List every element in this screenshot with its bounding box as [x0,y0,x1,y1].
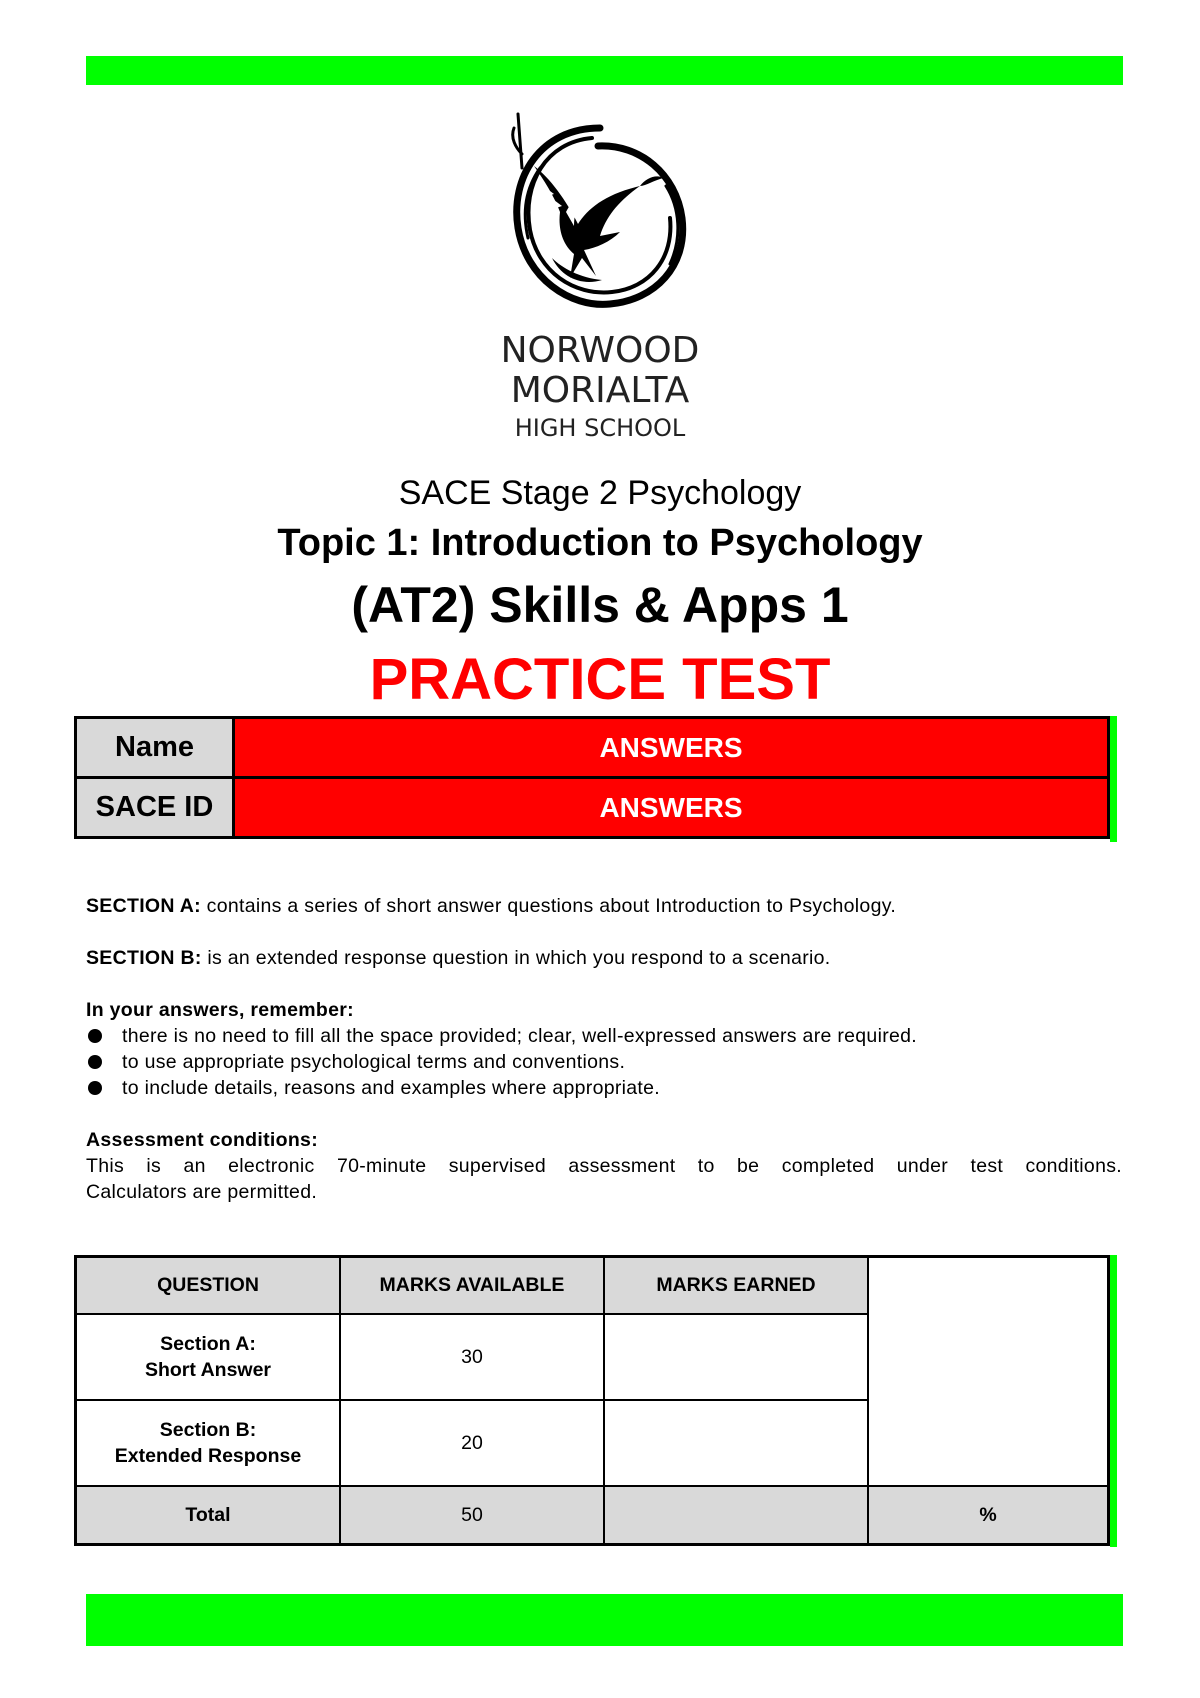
marks-table-green-edge [1110,1255,1117,1547]
sace-id-value[interactable]: ANSWERS [234,778,1109,838]
bottom-green-bar [86,1594,1123,1646]
list-item: to include details, reasons and examples where appropriate. [86,1075,1122,1101]
marks-table [74,1255,1110,1546]
total-available: 50 [340,1486,604,1545]
total-label: Total [76,1486,341,1545]
sace-id-label: SACE ID [76,778,234,838]
bird-emblem-icon [470,108,730,448]
remember-heading: In your answers, remember: [86,999,354,1021]
bullet-icon [88,1081,102,1095]
logo-line-3: HIGH SCHOOL [514,414,686,442]
total-earned[interactable] [604,1486,868,1545]
section-b-description: SECTION B: is an extended response question in which you respond to a scenario. [86,947,831,969]
percent-cell[interactable]: % [868,1486,1109,1545]
list-item: there is no need to fill all the space provided; clear, well-expressed answers are required. [86,1023,1122,1049]
list-item: to use appropriate psychological terms and conventions. [86,1049,1122,1075]
topic-title: Topic 1: Introduction to Psychology [277,522,923,564]
remember-list [86,1023,1122,1101]
course-title: SACE Stage 2 Psychology [398,474,802,512]
conditions-line-2: Calculators are permitted. [86,1181,318,1203]
name-label: Name [76,718,234,778]
name-value[interactable]: ANSWERS [234,718,1109,778]
student-id-table [74,716,1110,839]
row-marks-earned[interactable] [604,1314,868,1400]
top-green-bar [86,56,1123,85]
total-row [76,1486,1109,1545]
bullet-icon [88,1029,102,1043]
header-marks-available: MARKS AVAILABLE [340,1257,604,1315]
section-a-description: SECTION A: contains a series of short answer questions about Introduction to Psychology. [86,895,897,917]
header-marks-earned: MARKS EARNED [604,1257,868,1315]
conditions-line-1: This is an electronic 70-minute supervised assessment to be completed under test conditions. [86,1155,1122,1177]
logo-line-2: MORIALTA [510,370,690,411]
row-marks-available: 30 [340,1314,604,1400]
school-logo [470,108,730,448]
row-marks-earned[interactable] [604,1400,868,1486]
section-b-label: SECTION B: [86,947,202,969]
section-a-label: SECTION A: [86,895,201,917]
logo-line-1: NORWOOD [500,330,700,371]
bullet-icon [88,1055,102,1069]
instructions [86,893,1122,1205]
header-question: QUESTION [76,1257,341,1315]
conditions-heading: Assessment conditions: [86,1129,318,1151]
grade-box [868,1257,1109,1487]
row-marks-available: 20 [340,1400,604,1486]
row-question: Section A: Short Answer [76,1314,341,1400]
row-question: Section B: Extended Response [76,1400,341,1486]
assessment-title: (AT2) Skills & Apps 1 [351,577,849,633]
id-table-green-edge [1110,716,1117,842]
practice-test-title: PRACTICE TEST [369,647,831,712]
